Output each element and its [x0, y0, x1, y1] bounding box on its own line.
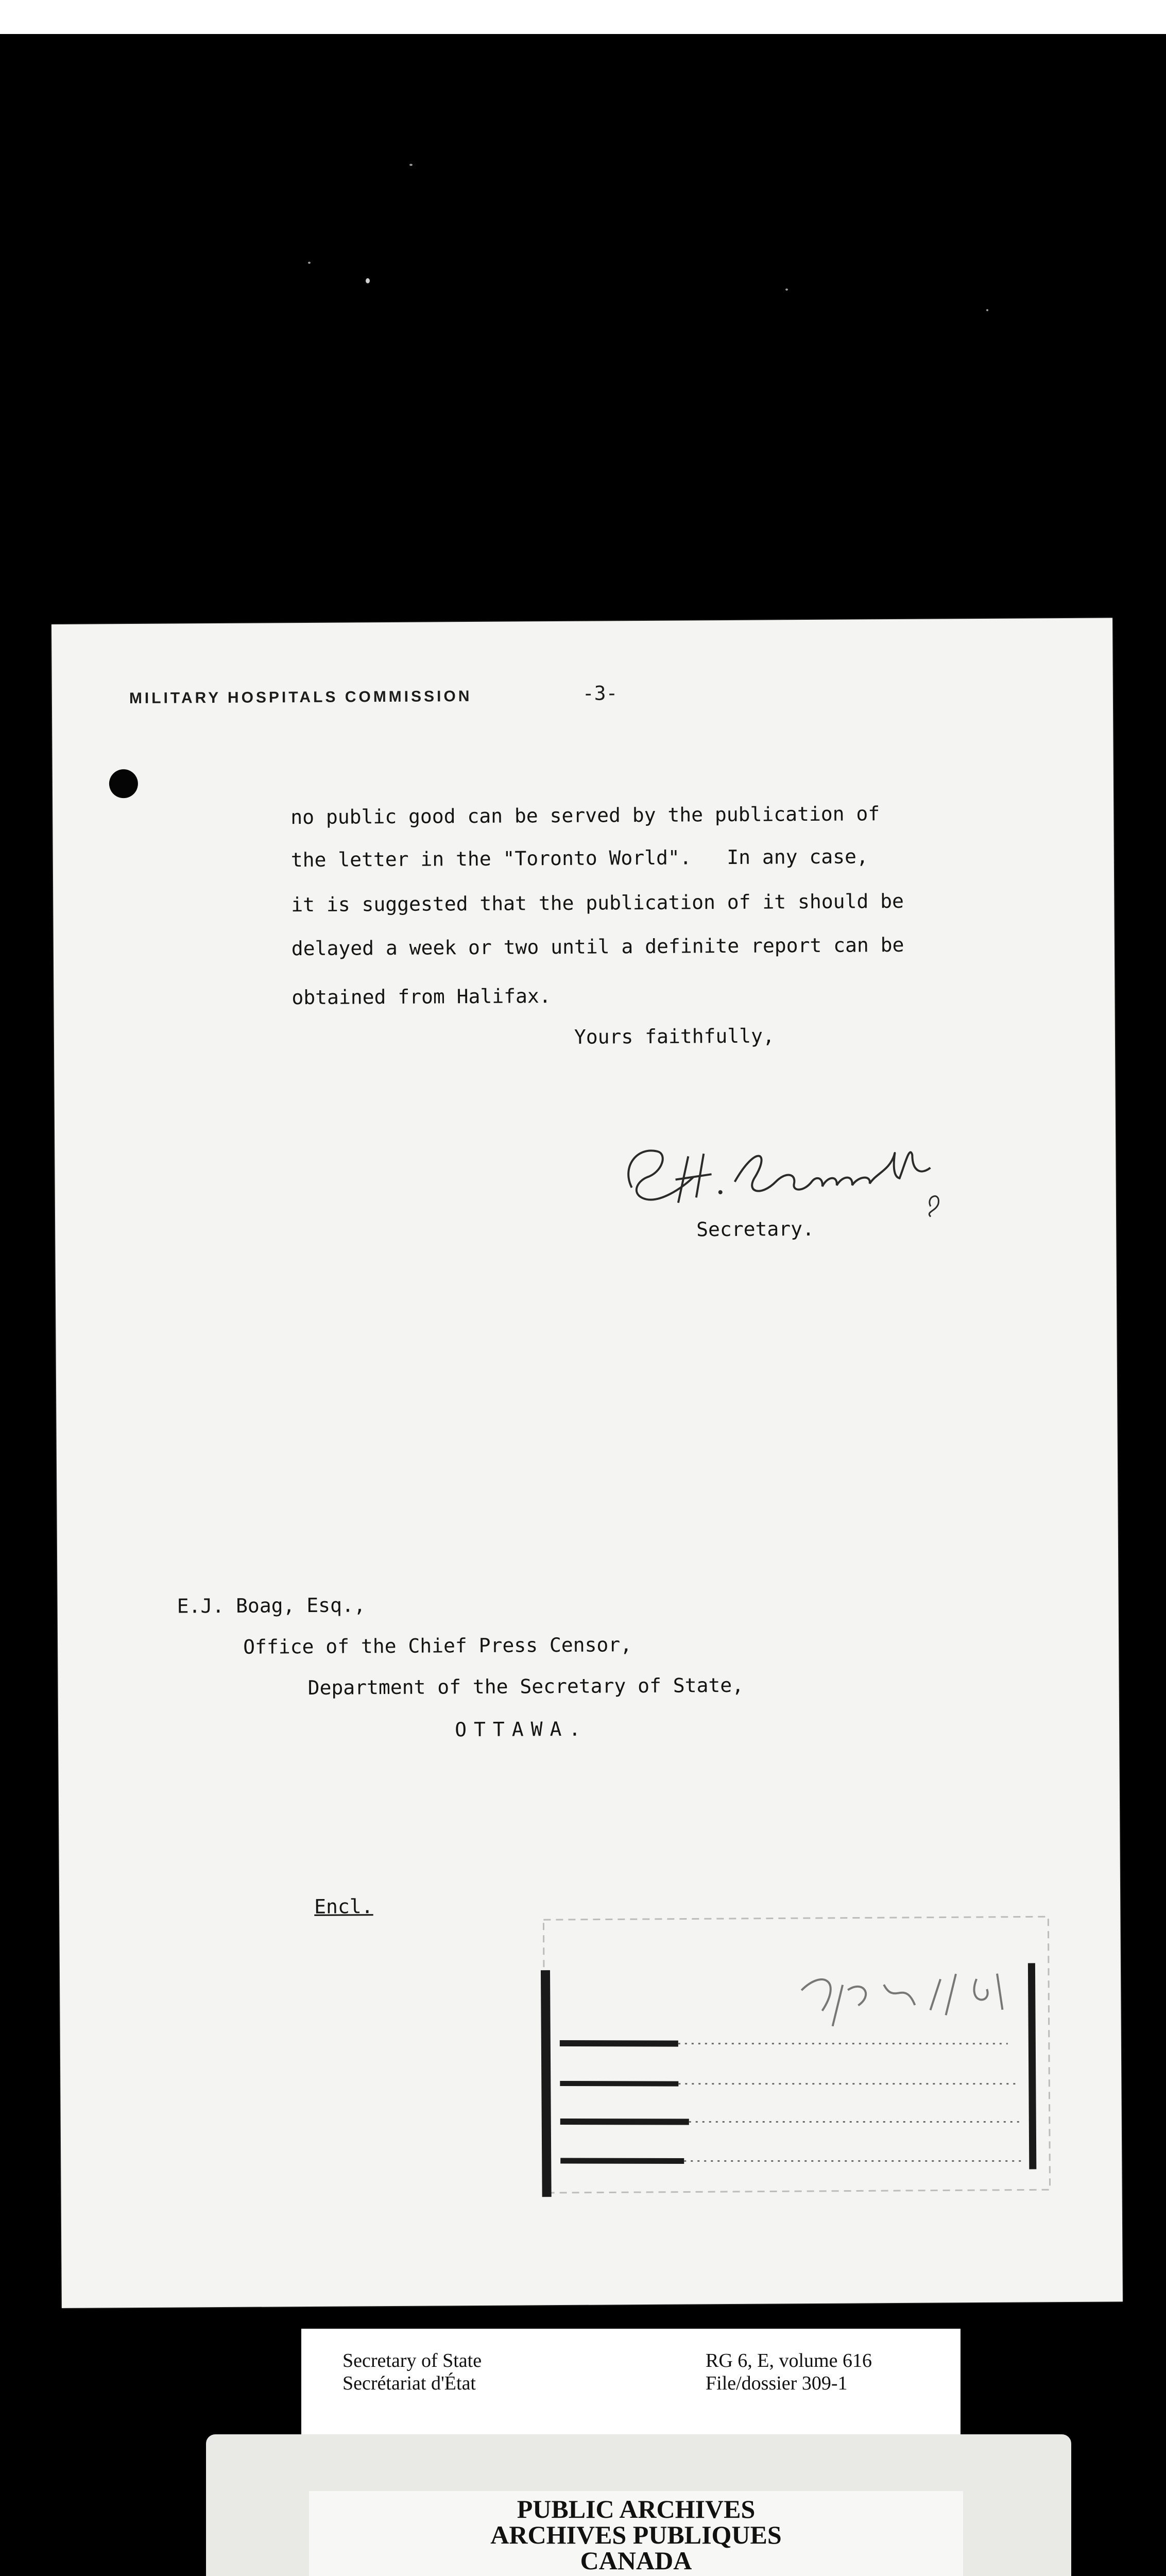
recipient-name: E.J. Boag, Esq.,	[177, 1594, 366, 1618]
body-line: no public good can be served by the publication of	[290, 802, 880, 829]
archive-tab	[309, 2491, 963, 2576]
body-line: it is suggested that the publication of it should be	[291, 889, 904, 917]
dust-speck	[308, 262, 311, 264]
dust-speck	[785, 289, 788, 291]
label-record-group: RG 6, E, volume 616	[706, 2350, 872, 2371]
archive-tab-line: ARCHIVES PUBLIQUES	[490, 2520, 782, 2549]
punch-hole	[109, 769, 138, 798]
handwritten-signature	[601, 1113, 962, 1224]
label-file-number: File/dossier 309-1	[706, 2372, 848, 2394]
body-line: obtained from Halifax.	[292, 985, 551, 1009]
dust-speck	[409, 164, 413, 166]
archive-tab-line: PUBLIC ARCHIVES	[517, 2495, 756, 2523]
signature-title: Secretary.	[696, 1217, 815, 1241]
letter-page	[52, 618, 1123, 2308]
dust-speck	[986, 309, 988, 311]
dust-speck	[366, 278, 370, 283]
received-stamp	[533, 1906, 1060, 2208]
label-department-en: Secretary of State	[342, 2350, 482, 2371]
label-department	[342, 2349, 482, 2395]
letterhead: MILITARY HOSPITALS COMMISSION	[129, 688, 472, 707]
recipient-department: Department of the Secretary of State,	[307, 1673, 744, 1699]
body-line: delayed a week or two until a definite report can be	[291, 933, 904, 960]
enclosure-note: Encl.	[314, 1895, 373, 1918]
page-number: -3-	[582, 682, 618, 705]
recipient-office: Office of the Chief Press Censor,	[243, 1633, 632, 1658]
closing: Yours faithfully,	[574, 1024, 775, 1048]
archive-tab-line: CANADA	[580, 2546, 692, 2575]
recipient-city: OTTAWA.	[454, 1717, 588, 1741]
label-department-fr: Secrétariat d'État	[342, 2372, 476, 2394]
body-line: the letter in the "Toronto World". In any case,	[290, 845, 868, 872]
top-border-strip	[0, 0, 1166, 34]
label-reference	[706, 2349, 872, 2395]
